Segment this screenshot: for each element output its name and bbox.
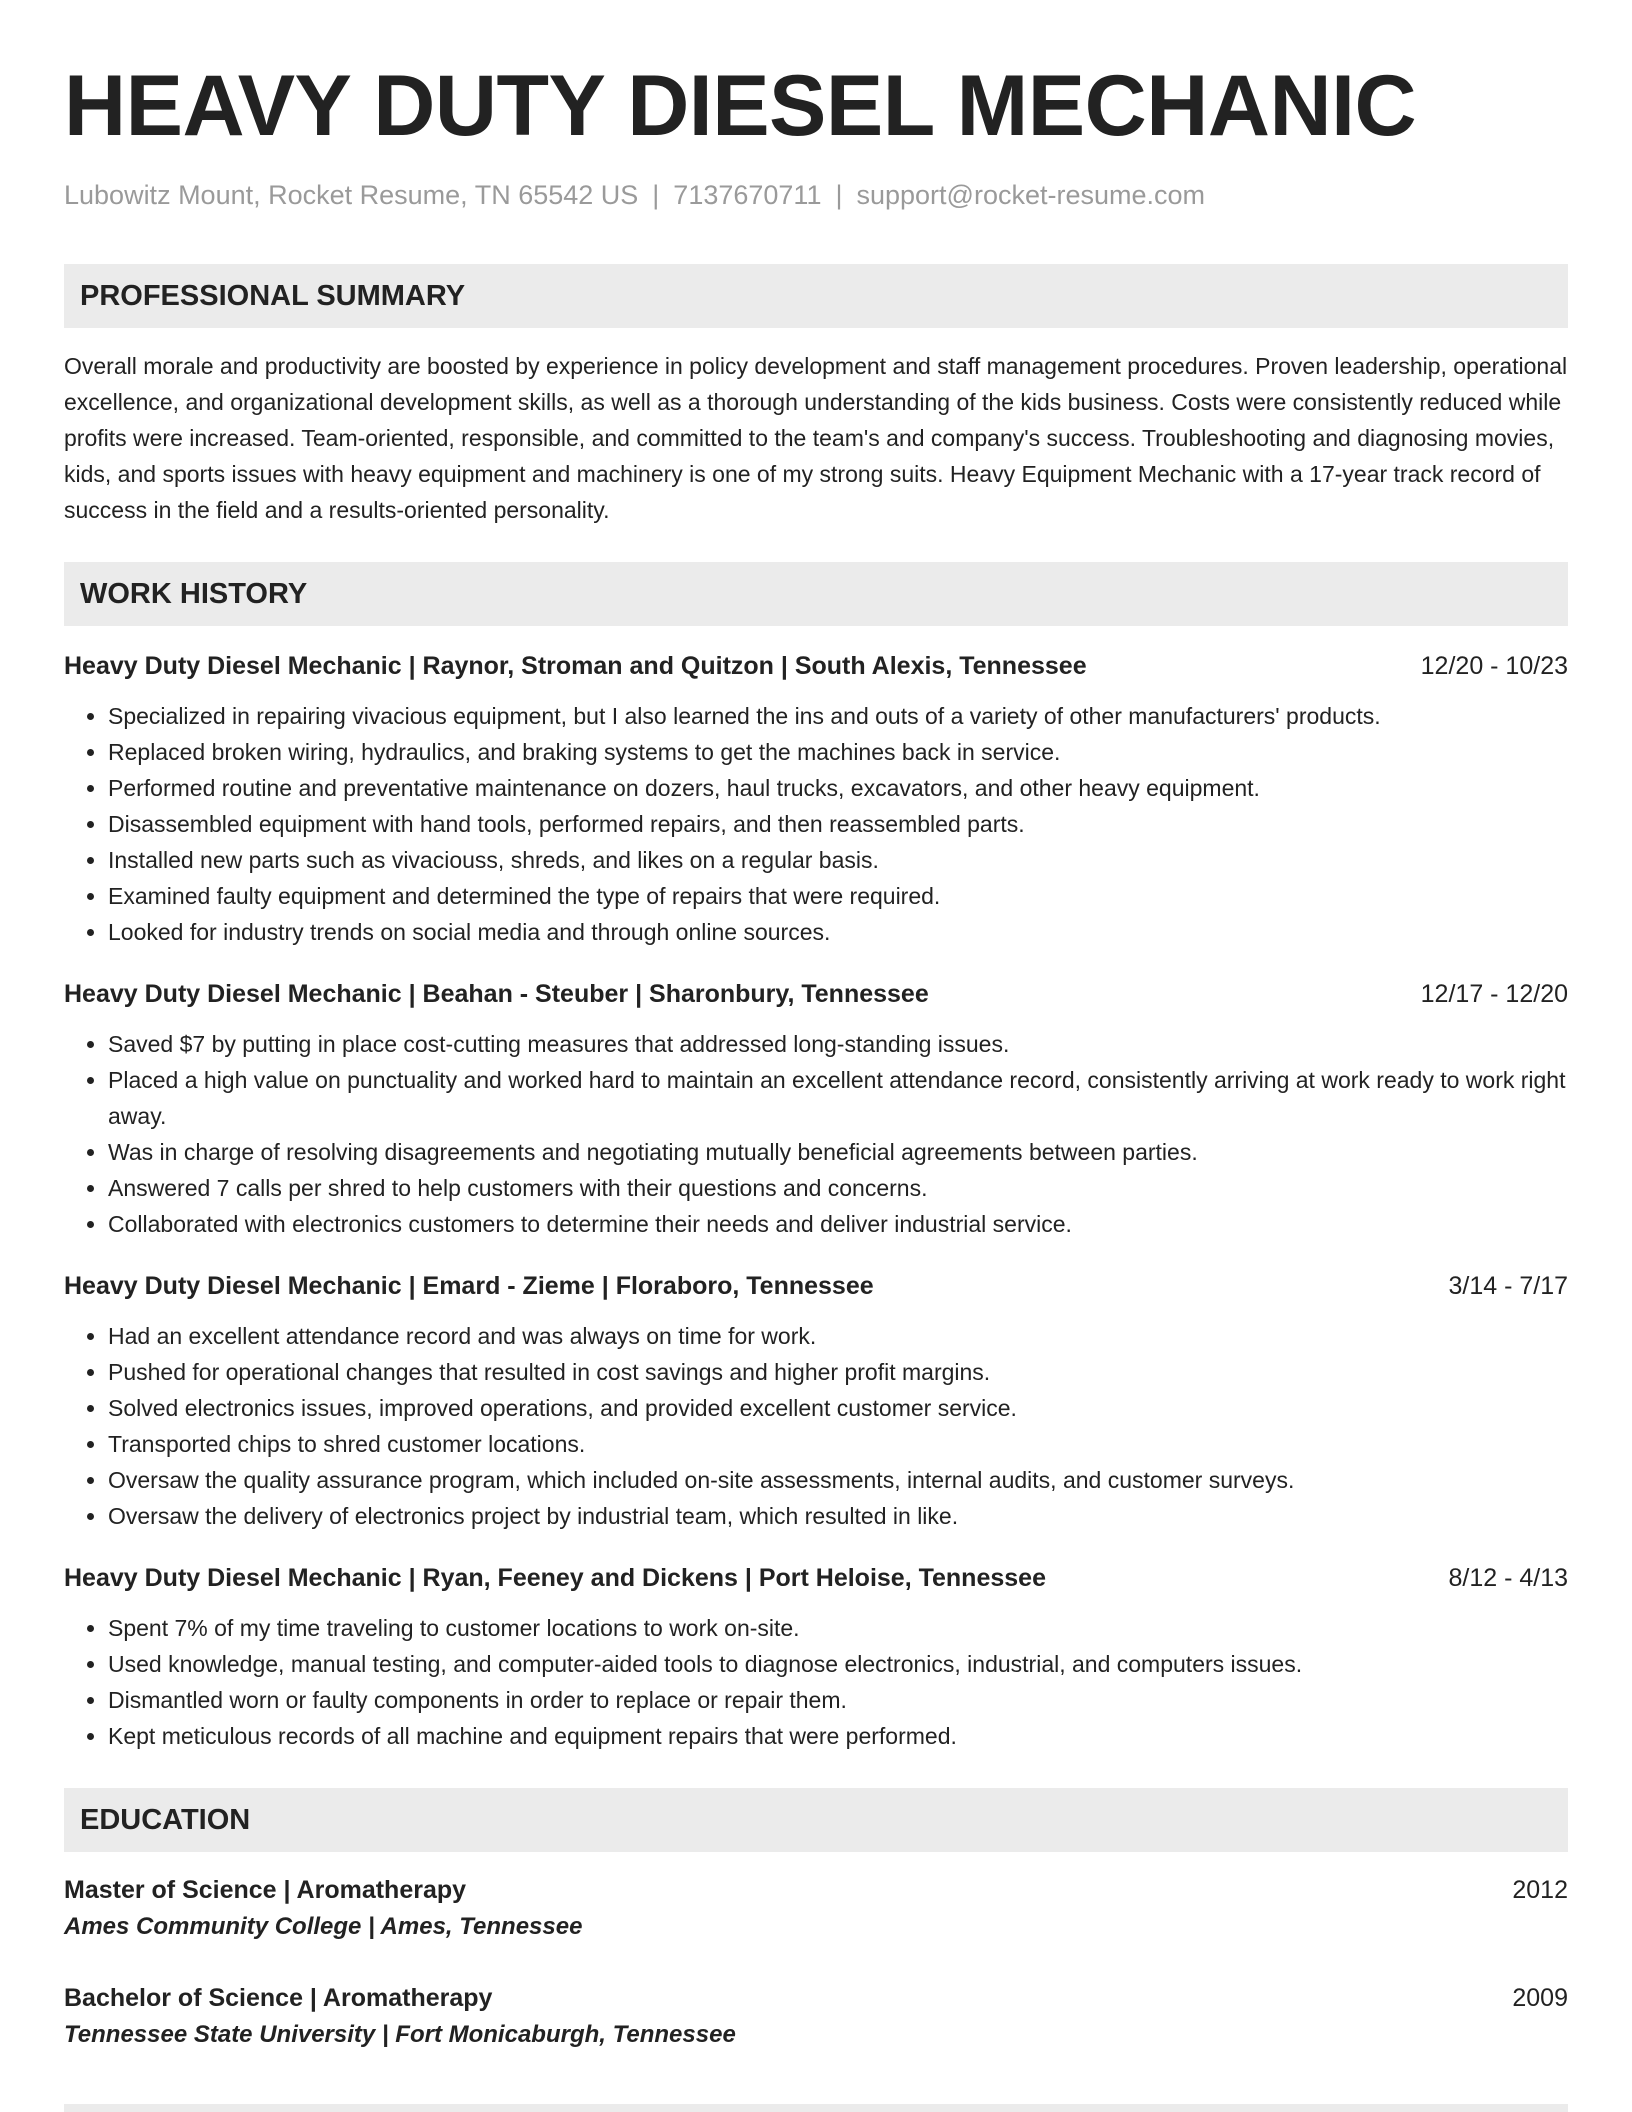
education-header [64, 1980, 1568, 2016]
job-bullet: • Dismantled worn or faulty components in order to replace or repair them. [108, 1682, 1568, 1718]
job-bullet: • Placed a high value on punctuality and worked hard to maintain an excellent attendance record, consistently arriving at work ready to work right away. [108, 1062, 1568, 1134]
job-bullet: • Kept meticulous records of all machine and equipment repairs that were performed. [108, 1718, 1568, 1754]
summary-text: Overall morale and productivity are boosted by experience in policy development and staff management procedures. Proven leadership, operational excellence, and organizational development skills, as well as a thorough understanding of the kids business. Costs were consistently reduced while profits were increased. Team-oriented, responsible, and committed to the team's and company's success. Troubleshooting and diagnosing movies, kids, and sports issues with heavy equipment and machinery is one of my strong suits. Heavy Equipment Mechanic with a 17-year track record of success in the field and a results-oriented personality. [64, 353, 1568, 523]
job-bullet: • Replaced broken wiring, hydraulics, and braking systems to get the machines back in service. [108, 734, 1568, 770]
contact-phone: 7137670711 [673, 180, 822, 210]
job-bullets [64, 1026, 1568, 1242]
job-entry [64, 1268, 1568, 1534]
job-bullet: • Transported chips to shred customer locations. [108, 1426, 1568, 1462]
contact-separator: | [652, 180, 660, 210]
job-bullet: • Had an excellent attendance record and was always on time for work. [108, 1318, 1568, 1354]
job-bullet: • Answered 7 calls per shred to help customers with their questions and concerns. [108, 1170, 1568, 1206]
work-history-heading: WORK HISTORY [64, 562, 1568, 626]
job-bullet: • Pushed for operational changes that resulted in cost savings and higher profit margins. [108, 1354, 1568, 1390]
next-section-bar [64, 2104, 1568, 2112]
job-header [64, 648, 1568, 684]
job-bullet: • Disassembled equipment with hand tools, performed repairs, and then reassembled parts. [108, 806, 1568, 842]
education-degree: Master of Science | Aromatherapy [64, 1876, 467, 1904]
job-bullet: • Specialized in repairing vivacious equipment, but I also learned the ins and outs of a variety of other manufacturers' products. [108, 698, 1568, 734]
education-year: 2012 [1512, 1876, 1568, 1904]
contact-address: Lubowitz Mount, Rocket Resume, TN 65542 US [64, 180, 639, 210]
contact-email: support@rocket-resume.com [856, 180, 1206, 210]
job-header [64, 976, 1568, 1012]
job-entry [64, 1560, 1568, 1754]
education-school: Ames Community College | Ames, Tennessee [64, 1913, 583, 1940]
job-entry [64, 648, 1568, 950]
summary-heading: PROFESSIONAL SUMMARY [64, 264, 1568, 328]
job-title: Heavy Duty Diesel Mechanic | Emard - Zieme | Floraboro, Tennessee [64, 1272, 874, 1300]
job-bullet: • Examined faulty equipment and determined the type of repairs that were required. [108, 878, 1568, 914]
education-entry [64, 1872, 1568, 1946]
job-bullet: • Solved electronics issues, improved operations, and provided excellent customer service. [108, 1390, 1568, 1426]
education-heading: EDUCATION [64, 1788, 1568, 1852]
job-bullet: • Used knowledge, manual testing, and computer-aided tools to diagnose electronics, industrial, and computers issues. [108, 1646, 1568, 1682]
job-dates: 8/12 - 4/13 [1448, 1564, 1568, 1592]
job-title: Heavy Duty Diesel Mechanic | Beahan - Steuber | Sharonbury, Tennessee [64, 980, 929, 1008]
job-dates: 3/14 - 7/17 [1448, 1272, 1568, 1300]
education-header [64, 1872, 1568, 1908]
job-header [64, 1560, 1568, 1596]
job-bullet: • Looked for industry trends on social media and through online sources. [108, 914, 1568, 950]
contact-line [64, 178, 1568, 212]
job-dates: 12/17 - 12/20 [1420, 980, 1568, 1008]
job-bullets [64, 1318, 1568, 1534]
education-degree: Bachelor of Science | Aromatherapy [64, 1984, 493, 2012]
education-year: 2009 [1512, 1984, 1568, 2012]
education-entry [64, 1980, 1568, 2054]
job-bullet: • Spent 7% of my time traveling to customer locations to work on-site. [108, 1610, 1568, 1646]
job-entry [64, 976, 1568, 1242]
education-school: Tennessee State University | Fort Monicaburgh, Tennessee [64, 2021, 736, 2048]
job-bullet: • Oversaw the delivery of electronics project by industrial team, which resulted in like. [108, 1498, 1568, 1534]
job-title: Heavy Duty Diesel Mechanic | Raynor, Stroman and Quitzon | South Alexis, Tennessee [64, 652, 1087, 680]
job-title: Heavy Duty Diesel Mechanic | Ryan, Feeney and Dickens | Port Heloise, Tennessee [64, 1564, 1046, 1592]
job-bullet: • Was in charge of resolving disagreements and negotiating mutually beneficial agreements between parties. [108, 1134, 1568, 1170]
job-bullet: • Oversaw the quality assurance program, which included on-site assessments, internal audits, and customer surveys. [108, 1462, 1568, 1498]
job-dates: 12/20 - 10/23 [1420, 652, 1568, 680]
contact-separator: | [835, 180, 843, 210]
job-bullet: • Performed routine and preventative maintenance on dozers, haul trucks, excavators, and other heavy equipment. [108, 770, 1568, 806]
job-bullets [64, 1610, 1568, 1754]
job-bullet: • Collaborated with electronics customers to determine their needs and deliver industrial service. [108, 1206, 1568, 1242]
job-bullet: • Saved $7 by putting in place cost-cutting measures that addressed long-standing issues. [108, 1026, 1568, 1062]
job-header [64, 1268, 1568, 1304]
job-bullet: • Installed new parts such as vivaciouss, shreds, and likes on a regular basis. [108, 842, 1568, 878]
resume-name: HEAVY DUTY DIESEL MECHANIC [64, 58, 1417, 154]
job-bullets [64, 698, 1568, 950]
